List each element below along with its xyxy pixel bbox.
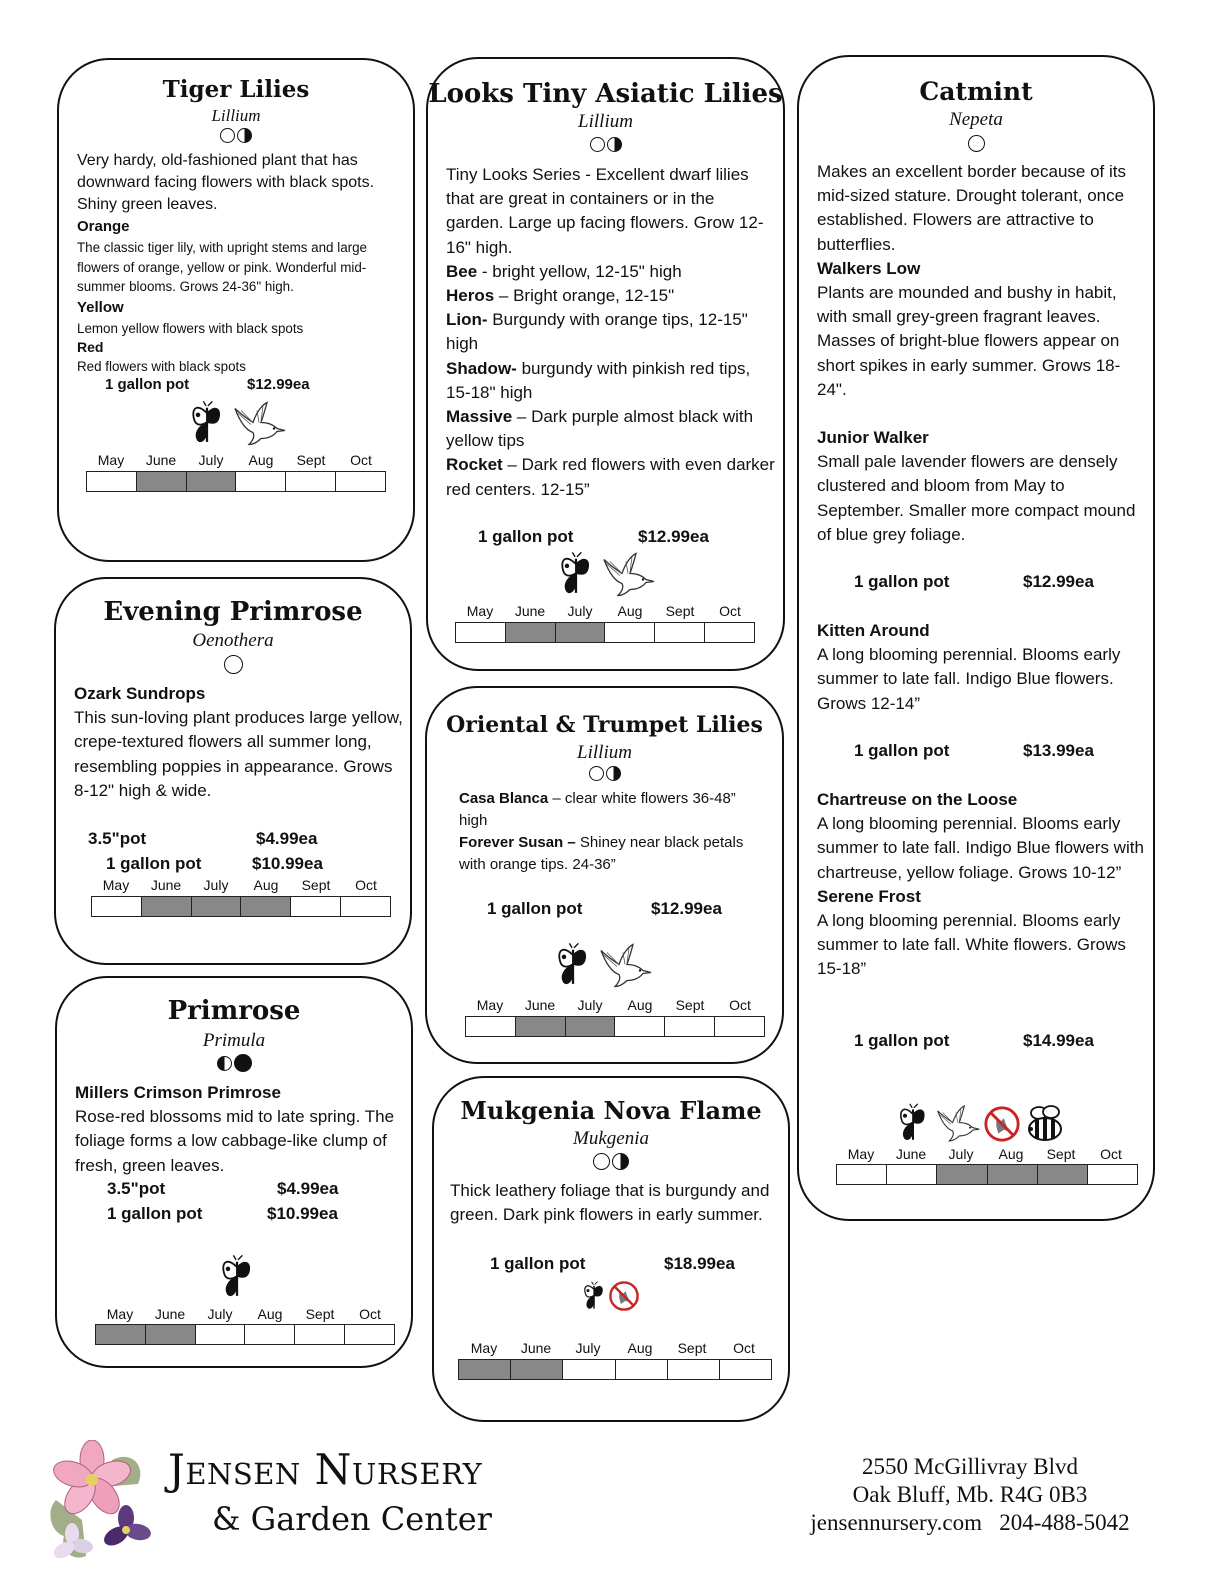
part-shade-icon (217, 1056, 232, 1071)
month-label: May (476, 997, 504, 1013)
month-label: Sept (677, 1340, 707, 1356)
card-title: Oriental & Trumpet Lilies (446, 712, 763, 738)
variety-desc: A long blooming perennial. Blooms early summer to late fall. White flowers. Grows 15-18” (817, 911, 1126, 979)
price: $4.99ea (277, 1179, 339, 1198)
variety-line (446, 308, 776, 356)
price: $10.99ea (252, 854, 323, 873)
month-label: Sept (1046, 1146, 1076, 1162)
month-label: Sept (301, 877, 331, 893)
butterfly-icon (897, 1103, 929, 1143)
pot-size: 1 gallon pot (487, 899, 583, 918)
card-title: Tiger Lilies (162, 76, 310, 103)
bloom-cell-july (937, 1165, 987, 1184)
card-catmint (797, 55, 1155, 1221)
part-sun-icon (612, 1153, 629, 1170)
month-label: Aug (998, 1146, 1024, 1162)
pot-size: 1 gallon pot (854, 741, 950, 760)
part-sun-icon (607, 137, 622, 152)
price: $18.99ea (664, 1254, 735, 1273)
bloom-cell-oct (720, 1360, 771, 1379)
full-shade-icon (234, 1054, 252, 1072)
month-label: June (520, 1340, 552, 1356)
address-line-2: Oak Bluff, Mb. R4G 0B3 (852, 1482, 1088, 1507)
variety-line (446, 453, 776, 501)
price: $13.99ea (1023, 741, 1094, 760)
variety-desc: - bright yellow, 12-15" high (477, 261, 682, 281)
month-label: Oct (1100, 1146, 1122, 1162)
variety-name: Bee (446, 261, 478, 281)
bloom-chart (91, 896, 391, 917)
month-label: Sept (296, 452, 326, 468)
bloom-cell-sept (665, 1017, 715, 1036)
variety-name: Rocket (446, 455, 503, 475)
bloom-cell-aug (988, 1165, 1038, 1184)
hummingbird-icon (931, 1103, 981, 1143)
card-latin-name: Oenothera (192, 630, 274, 651)
bloom-cell-june (142, 897, 192, 916)
month-label: May (102, 877, 130, 893)
footer-logo (42, 1440, 152, 1565)
bee-icon (1023, 1103, 1067, 1143)
month-label: Aug (253, 877, 279, 893)
full-sun-icon (968, 135, 985, 152)
card-mukgenia-nova-flame (432, 1076, 790, 1422)
card-title: Catmint (919, 77, 1033, 106)
month-label: May (847, 1146, 875, 1162)
company-name: Jensen Nursery (168, 1445, 483, 1494)
card-intro: Very hardy, old-fashioned plant that has downward facing flowers with black spots. Shiny green leaves. (77, 152, 375, 213)
bloom-cell-may (456, 623, 506, 642)
pot-size: 1 gallon pot (106, 854, 202, 873)
variety-desc: Plants are mounded and bushy in habit, with small grey-green fragrant leaves. Masses of bright-blue flowers appear on short spikes in early summer. Grows 18-24". (817, 283, 1121, 399)
sun-exposure (427, 766, 782, 786)
price: $12.99ea (638, 527, 709, 546)
bloom-months (86, 452, 386, 468)
bloom-cell-may (87, 472, 137, 491)
variety-name: Yellow (77, 298, 124, 316)
month-label: June (145, 452, 177, 468)
bloom-chart (465, 1016, 765, 1037)
butterfly-icon (219, 1254, 255, 1300)
card-oriental-trumpet-lilies (425, 686, 784, 1064)
bloom-cell-may (466, 1017, 516, 1036)
sun-exposure (57, 1054, 411, 1074)
bloom-cell-oct (336, 472, 385, 491)
card-intro: Makes an excellent border because of its mid-sized stature. Drought tolerant, once established. Flowers are attractive to butterflies. (817, 162, 1127, 254)
bloom-cell-oct (715, 1017, 764, 1036)
full-sun-icon (220, 128, 235, 143)
sun-exposure (799, 135, 1153, 155)
variety-desc: A long blooming perennial. Blooms early summer to late fall. Indigo Blue flowers. Grows 12-14” (817, 645, 1121, 713)
bloom-cell-sept (1038, 1165, 1088, 1184)
card-title: Mukgenia Nova Flame (460, 1096, 762, 1125)
bloom-chart (455, 622, 755, 643)
bloom-cell-june (511, 1360, 563, 1379)
card-latin-name: Lillium (211, 106, 261, 125)
website-link[interactable]: jensennursery.com (810, 1510, 982, 1535)
month-label: Aug (617, 603, 643, 619)
month-label: June (154, 1306, 186, 1322)
bloom-cell-aug (236, 472, 286, 491)
month-label: Aug (627, 997, 653, 1013)
variety-desc: – Bright orange, 12-15" (494, 286, 675, 306)
card-primrose (55, 976, 413, 1368)
bloom-months (836, 1146, 1136, 1162)
variety-name: Heros (446, 286, 495, 306)
bloom-cell-aug (615, 1017, 665, 1036)
variety-desc: – Dark red flowers with even darker red centers. 12-15” (446, 455, 775, 499)
variety-name: Forever Susan – (459, 834, 576, 851)
bloom-cell-july (566, 1017, 616, 1036)
butterfly-icon (555, 942, 591, 988)
variety-name: Junior Walker (817, 428, 929, 448)
bloom-cell-may (96, 1325, 146, 1344)
bloom-chart (86, 471, 386, 492)
bloom-cell-june (137, 472, 187, 491)
month-label: Aug (248, 452, 274, 468)
card-tiger-lilies (57, 58, 415, 562)
butterfly-icon (558, 551, 594, 597)
variety-desc: Lemon yellow flowers with black spots (77, 320, 304, 336)
variety-desc: Rose-red blossoms mid to late spring. The foliage forms a low cabbage-like clump of fresh, green leaves. (75, 1107, 395, 1175)
variety-desc: – clear white flowers 36-48” high (459, 790, 736, 829)
variety-name: Massive (446, 407, 513, 427)
butterfly-icon (189, 400, 225, 446)
month-label: Oct (359, 1306, 381, 1322)
month-label: July (567, 603, 593, 619)
pot-size: 1 gallon pot (490, 1254, 586, 1273)
hummingbird-icon (593, 942, 653, 988)
bloom-chart (836, 1164, 1138, 1185)
card-title: Primrose (167, 996, 301, 1026)
variety-desc: A long blooming perennial. Blooms early summer to late fall. Indigo Blue flowers with chartreuse, yellow foliage. Grows 10-12” (817, 814, 1144, 882)
bloom-cell-july (556, 623, 606, 642)
price: $12.99ea (247, 376, 310, 393)
part-sun-icon (606, 766, 621, 781)
pot-size: 1 gallon pot (105, 376, 190, 393)
pot-size: 1 gallon pot (478, 527, 574, 546)
variety-name: Chartreuse on the Loose (817, 790, 1018, 809)
bloom-cell-sept (286, 472, 336, 491)
variety-line (446, 405, 776, 453)
month-label: July (577, 997, 603, 1013)
month-label: Sept (665, 603, 695, 619)
bloom-cell-aug (241, 897, 291, 916)
variety-desc: Shiney near black petals with orange tips. 24-36” (459, 834, 744, 873)
month-label: Sept (675, 997, 705, 1013)
month-label: Aug (257, 1306, 283, 1322)
bloom-cell-aug (245, 1325, 295, 1344)
card-intro: Tiny Looks Series - Excellent dwarf lilies that are great in containers or in the garden. Large up facing flowers. Grow 12-16" high. (446, 165, 764, 257)
month-label: June (524, 997, 556, 1013)
bloom-cell-aug (605, 623, 655, 642)
card-latin-name: Lillium (577, 742, 632, 763)
month-label: Sept (305, 1306, 335, 1322)
variety-name: Shadow- (446, 358, 517, 378)
variety-desc: Red flowers with black spots (77, 358, 246, 374)
card-tiny-asiatic-lilies (426, 57, 785, 671)
bloom-months (465, 997, 765, 1013)
hummingbird-icon (596, 551, 656, 597)
butterfly-icon (582, 1280, 606, 1312)
bloom-cell-june (887, 1165, 937, 1184)
card-latin-name: Primula (202, 1030, 266, 1051)
bloom-cell-june (516, 1017, 566, 1036)
month-label: Oct (350, 452, 372, 468)
card-title: Looks Tiny Asiatic Lilies (428, 79, 783, 109)
bloom-cell-oct (705, 623, 754, 642)
variety-name: Orange (77, 218, 130, 235)
month-label: July (203, 877, 229, 893)
price: $14.99ea (1023, 1031, 1094, 1050)
month-label: July (198, 452, 224, 468)
bloom-cell-sept (295, 1325, 345, 1344)
month-label: May (106, 1306, 134, 1322)
month-label: Oct (733, 1340, 755, 1356)
bloom-cell-may (459, 1360, 511, 1379)
month-label: Oct (355, 877, 377, 893)
bloom-months (458, 1340, 770, 1356)
flower-logo-icon (42, 1440, 152, 1565)
card-latin-name: Nepeta (949, 109, 1003, 130)
deer-resistant-icon (983, 1105, 1021, 1143)
part-sun-icon (237, 128, 252, 143)
bloom-cell-may (837, 1165, 887, 1184)
month-label: June (514, 603, 546, 619)
variety-name: Serene Frost (817, 886, 921, 906)
variety-line (459, 788, 749, 832)
bloom-cell-sept (655, 623, 705, 642)
sun-exposure (59, 128, 413, 148)
address-line-1: 2550 McGillivray Blvd (862, 1454, 1078, 1479)
variety-name: Lion- (446, 310, 488, 330)
card-evening-primrose (54, 577, 412, 965)
variety-name: Ozark Sundrops (74, 684, 206, 703)
bloom-cell-june (146, 1325, 196, 1344)
card-title: Evening Primrose (103, 597, 363, 627)
variety-line (446, 260, 776, 284)
variety-name: Red (77, 338, 104, 355)
variety-desc: burgundy with pinkish red tips, 15-18" high (446, 358, 751, 402)
price: $12.99ea (1023, 572, 1094, 591)
bloom-cell-july (187, 472, 237, 491)
bloom-cell-july (196, 1325, 246, 1344)
sun-exposure (428, 137, 783, 157)
pot-size: 3.5"pot (107, 1179, 166, 1198)
bloom-chart (458, 1359, 772, 1380)
pot-size: 3.5"pot (88, 829, 147, 848)
month-label: July (948, 1146, 974, 1162)
price: $4.99ea (256, 829, 318, 848)
bloom-cell-sept (668, 1360, 720, 1379)
bloom-cell-oct (341, 897, 390, 916)
bloom-cell-oct (345, 1325, 394, 1344)
variety-name: Millers Crimson Primrose (75, 1083, 281, 1102)
full-sun-icon (589, 766, 604, 781)
bloom-cell-oct (1088, 1165, 1137, 1184)
price: $10.99ea (267, 1204, 338, 1223)
pot-size: 1 gallon pot (107, 1204, 203, 1223)
bloom-cell-june (506, 623, 556, 642)
hummingbird-icon (227, 400, 287, 446)
bloom-chart (95, 1324, 395, 1345)
variety-name: Casa Blanca (459, 790, 549, 807)
bloom-months (95, 1306, 395, 1322)
sun-exposure (56, 655, 410, 675)
contact-line (800, 1510, 1140, 1536)
variety-line (446, 357, 776, 405)
bloom-months (455, 603, 755, 619)
pot-size: 1 gallon pot (854, 572, 950, 591)
variety-desc: The classic tiger lily, with upright stems and large flowers of orange, yellow or pink. Wonderful mid-summer blooms. Grows 24-36" high. (77, 240, 367, 294)
bloom-cell-sept (291, 897, 341, 916)
bloom-months (91, 877, 391, 893)
bloom-cell-july (192, 897, 242, 916)
variety-desc: – Dark purple almost black with yellow tips (446, 407, 754, 451)
month-label: May (470, 1340, 498, 1356)
variety-name: Walkers Low (817, 258, 921, 278)
variety-desc: This sun-loving plant produces large yellow, crepe-textured flowers all summer long, resembling poppies in appearance. Grows 8-12" high & wide. (74, 708, 403, 800)
bloom-cell-aug (616, 1360, 668, 1379)
full-sun-icon (224, 655, 243, 674)
variety-line (459, 832, 749, 876)
month-label: June (895, 1146, 927, 1162)
month-label: June (150, 877, 182, 893)
card-latin-name: Mukgenia (573, 1128, 649, 1149)
card-description: Thick leathery foliage that is burgundy and green. Dark pink flowers in early summer. (450, 1181, 770, 1225)
month-label: May (97, 452, 125, 468)
month-label: May (466, 603, 494, 619)
month-label: July (207, 1306, 233, 1322)
month-label: July (575, 1340, 601, 1356)
bloom-cell-july (563, 1360, 615, 1379)
variety-name: Kitten Around (817, 621, 930, 640)
month-label: Oct (729, 997, 751, 1013)
full-sun-icon (593, 1153, 610, 1170)
full-sun-icon (590, 137, 605, 152)
company-subtitle: & Garden Center (212, 1500, 492, 1538)
variety-line (446, 284, 776, 308)
sun-exposure (434, 1153, 788, 1173)
phone-number: 204-488-5042 (999, 1510, 1130, 1535)
variety-desc: Small pale lavender flowers are densely clustered and bloom from May to September. Smaller more compact mound of blue grey foliage. (817, 452, 1136, 544)
month-label: Oct (719, 603, 741, 619)
card-latin-name: Lillium (578, 111, 633, 132)
month-label: Aug (627, 1340, 653, 1356)
deer-resistant-icon (608, 1280, 640, 1312)
pot-size: 1 gallon pot (854, 1031, 950, 1050)
variety-desc: Burgundy with orange tips, 12-15" high (446, 310, 748, 354)
price: $12.99ea (651, 899, 722, 918)
bloom-cell-may (92, 897, 142, 916)
